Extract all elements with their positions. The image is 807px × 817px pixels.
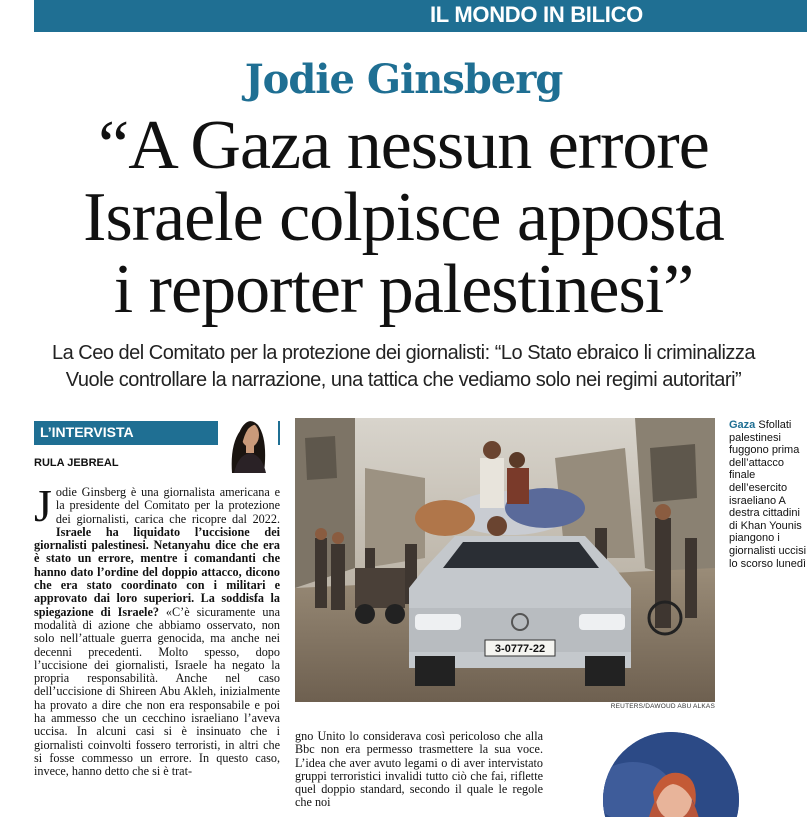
headline-line: i reporter palestinesi” xyxy=(113,251,694,328)
byline: RULA JEBREAL xyxy=(34,457,119,469)
interview-answer: «C’è sicuramente una modalità di azione che abbiamo osservato, non solo nell’attuale guerra genocida, ma anche nei decenni precedenti. Molto spesso, dopo l’uccisione dei giornalisti, Israele ha negato la propria responsabilità. Anche nel caso dell’uccisione di Shireen Abu Akleh, inizialmente ha provato a dire che non era responsabile e poi ha ammesso che un cecchino israeliano l’aveva uccisa. In alcuni casi si è insinuato che i giornalisti coinvolti fossero terroristi, in altri che si fosse commesso un errore. In questo caso, invece, hanno detto che si è trat- xyxy=(34,604,281,779)
article-column-1 xyxy=(34,480,281,779)
author-portrait-image xyxy=(218,405,278,473)
author-portrait xyxy=(218,405,278,473)
headline-line: Israele colpisce apposta xyxy=(83,179,724,256)
rubric-label: L’INTERVISTA xyxy=(40,424,134,440)
news-photo xyxy=(295,418,715,702)
headline-line: “A Gaza nessun errore xyxy=(98,107,709,184)
subhead-line: Vuole controllare la narrazione, una tattica che vediamo solo nei regimi autoritari” xyxy=(65,369,742,391)
photo-caption xyxy=(729,419,807,570)
article-column-2: gno Unito lo considerava così pericoloso che alla Bbc non era permesso trasmettere la sua voce. L’idea che aver avuto legami o di aver intervistato gruppi terroristici invalidi tutto ciò che fai, riflette quel doppio standard, secondo il quale le regole che noi xyxy=(295,729,543,810)
subhead-line: La Ceo del Comitato per la protezione dei giornalisti: “Lo Stato ebraico li criminalizza xyxy=(51,342,756,364)
caption-text: Sfollati palestinesi fuggono prima dell’attacco finale dell’esercito israeliano A destra cittadini di Khan Younis piangono i giornalisti uccisi lo scorso lunedì xyxy=(729,419,807,570)
caption-lead: Gaza xyxy=(729,419,756,431)
subheadline xyxy=(0,340,807,394)
interviewee-name: Jodie Ginsberg xyxy=(244,56,563,103)
headline xyxy=(0,107,807,328)
section-banner xyxy=(34,0,807,32)
drop-cap: J xyxy=(34,480,52,531)
interviewee-portrait xyxy=(603,732,739,817)
interview-question: Israele ha liquidato l’uccisione dei giornalisti palestinesi. Netanyahu dice che era è stato un errore, mentre i comandanti che hanno dato l’ordine del doppio attacco, dicono che era stato coordinato con i militari e approvato dai loro superiori. La soddisfa la spiegazione di Israele? xyxy=(34,524,280,619)
news-photo-image xyxy=(295,418,715,702)
photo-credit: REUTERS/DAWOUD ABU ALKAS xyxy=(610,703,715,710)
interviewee-portrait-image xyxy=(603,732,739,817)
license-plate: 3-0777-22 xyxy=(494,643,546,655)
section-banner-label: IL MONDO IN BILICO xyxy=(430,2,643,27)
article-intro: odie Ginsberg è una giornalista americana e la presidente del Comitato per la protezione dei giornalisti, carica che ricopre dal 2022. xyxy=(55,485,280,526)
